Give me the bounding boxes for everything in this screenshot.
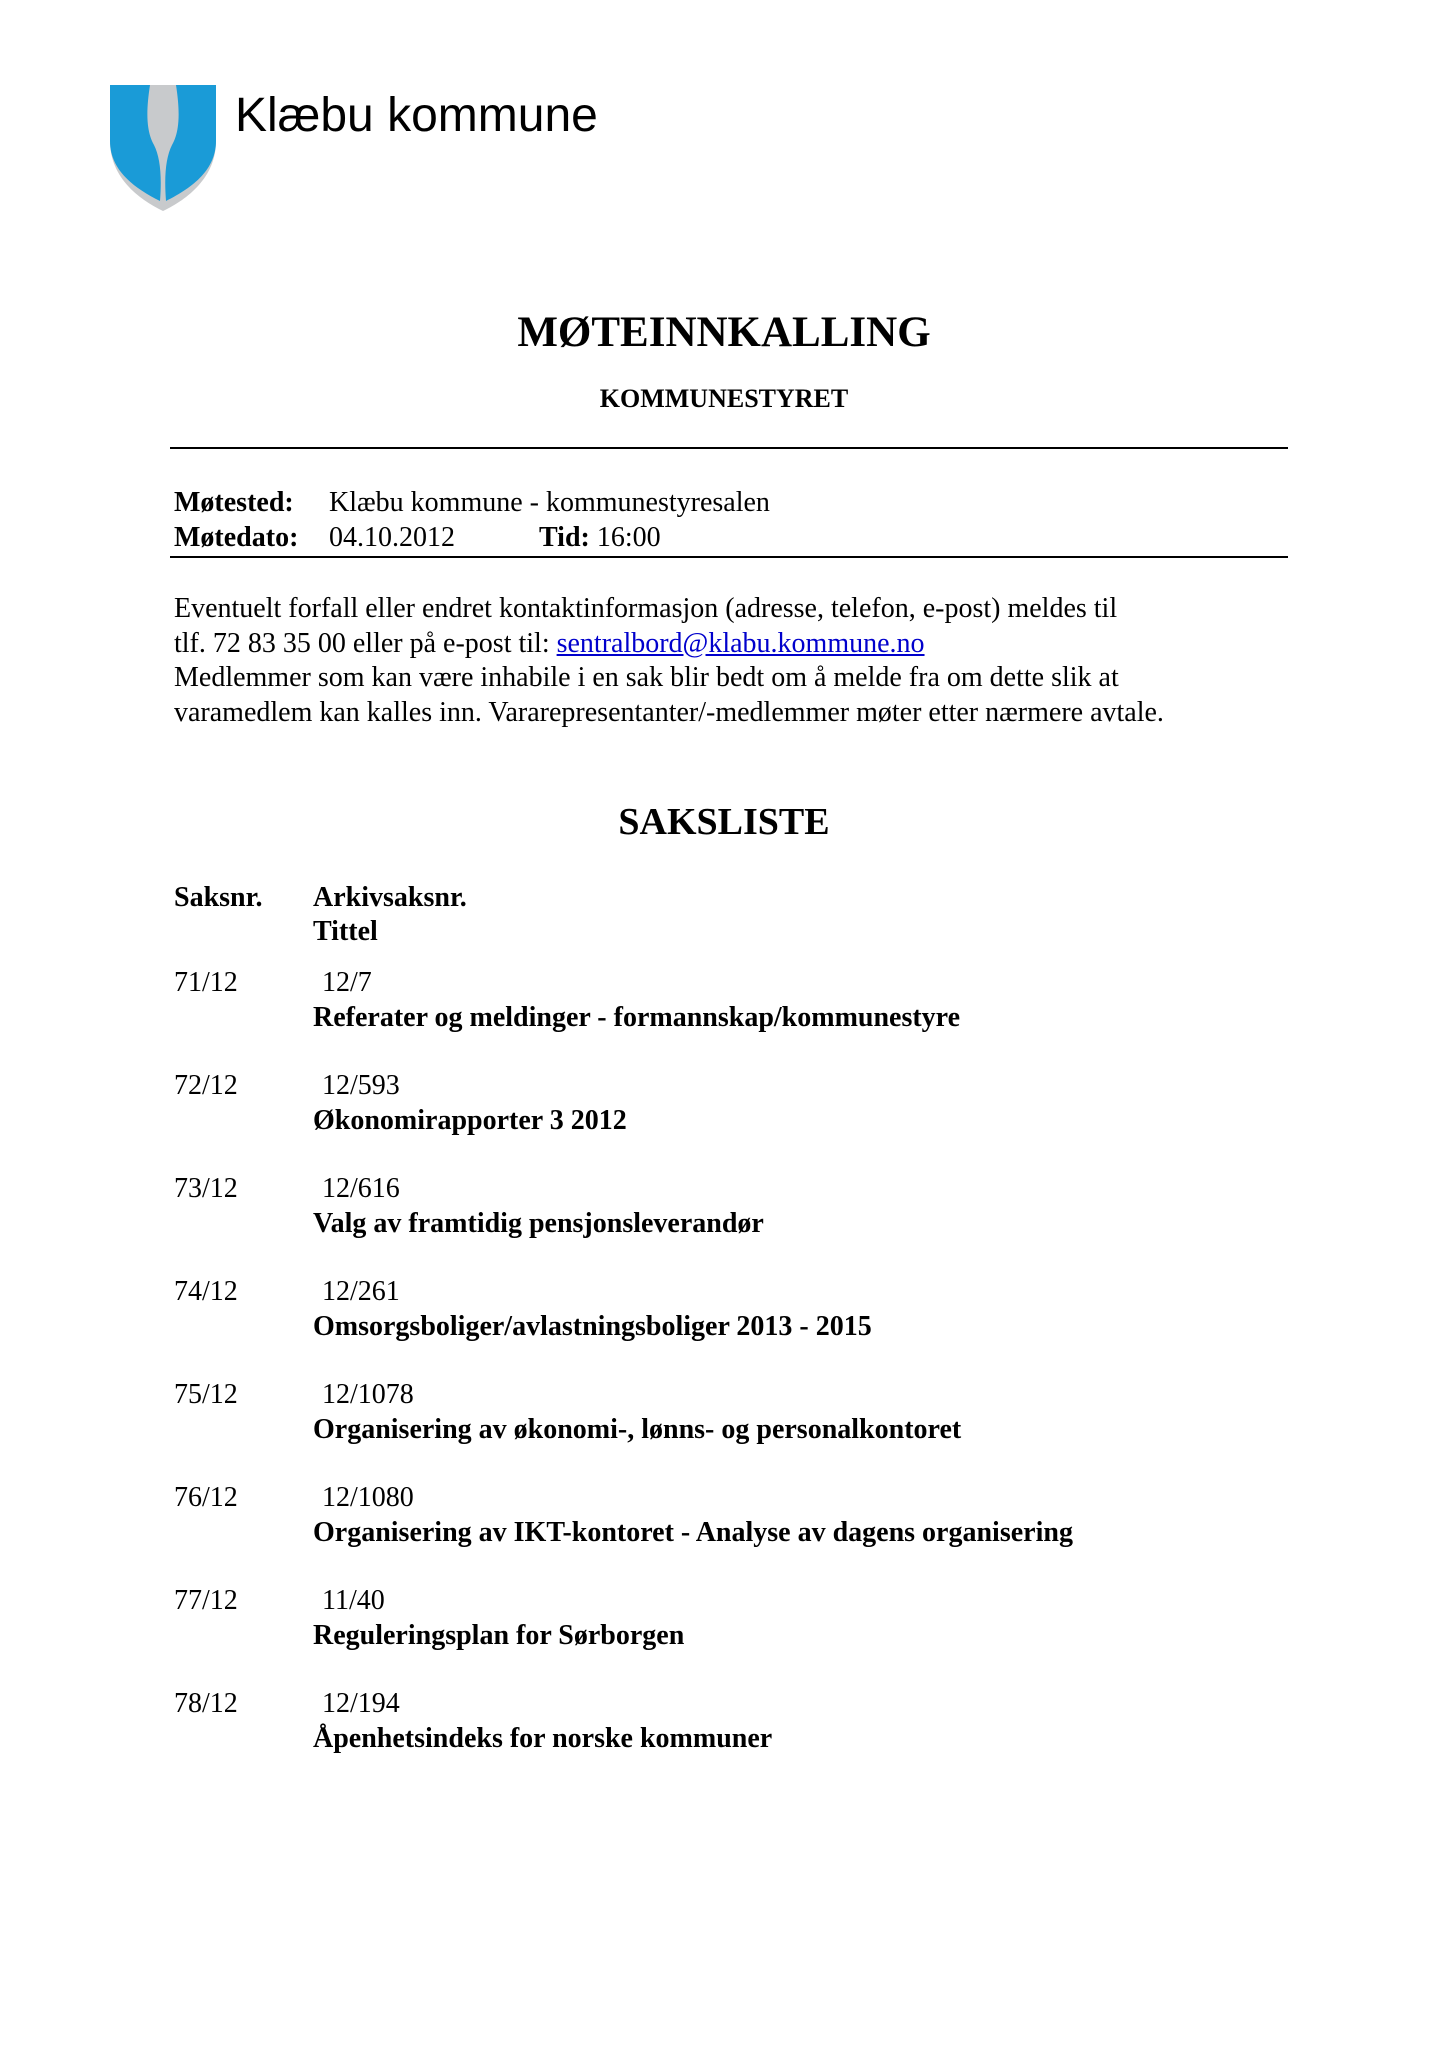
case-title: Referater og meldinger - formannskap/kommunestyre [313, 1002, 961, 1033]
case-title: Valg av framtidig pensjonsleverandør [313, 1208, 764, 1239]
case-number: 73/12 [174, 1173, 238, 1204]
column-header-tittel: Tittel [313, 916, 378, 947]
notice-line: varamedlem kan kalles inn. Vararepresentanter/-medlemmer møter etter nærmere avtale. [174, 696, 1164, 728]
case-title: Organisering av IKT-kontoret - Analyse av dagens organisering [313, 1517, 1073, 1548]
agenda-item [0, 1379, 1448, 1459]
notice-line: Eventuelt forfall eller endret kontaktinformasjon (adresse, telefon, e-post) meldes til [174, 593, 1118, 624]
notice-line: Medlemmer som kan være inhabile i en sak blir bedt om å melde fra om dette slik at [174, 662, 1119, 693]
archive-number: 12/1078 [322, 1379, 414, 1410]
divider-bottom [170, 556, 1288, 558]
email-link[interactable]: sentralbord@klabu.kommune.no [556, 627, 925, 659]
case-number: 76/12 [174, 1482, 238, 1513]
agenda-item [0, 1482, 1448, 1562]
agenda-item [0, 1688, 1448, 1768]
meeting-time-label: Tid: [539, 522, 590, 553]
coat-of-arms-icon [110, 85, 216, 213]
agenda-item [0, 1173, 1448, 1253]
case-number: 75/12 [174, 1379, 238, 1410]
document-subtitle: KOMMUNESTYRET [599, 384, 849, 413]
archive-number: 12/593 [322, 1070, 400, 1101]
agenda-item [0, 1585, 1448, 1665]
agenda-item [0, 967, 1448, 1047]
meeting-date-row [174, 522, 661, 554]
archive-number: 12/194 [322, 1688, 400, 1719]
agenda-item [0, 1070, 1448, 1150]
case-number: 71/12 [174, 967, 238, 998]
column-header-saksnr: Saksnr. [174, 882, 263, 913]
case-number: 72/12 [174, 1070, 238, 1101]
document-title: MØTEINNKALLING [517, 309, 931, 356]
meeting-place-label: Møtested: [174, 487, 294, 518]
meeting-date-label: Møtedato: [174, 522, 299, 553]
column-header-arkivsaksnr: Arkivsaksnr. [313, 882, 467, 913]
meeting-place-row [174, 487, 770, 519]
notice-phone-text: tlf. 72 83 35 00 eller på e-post til: [174, 627, 557, 659]
case-title: Økonomirapporter 3 2012 [313, 1105, 627, 1136]
meeting-date-value: 04.10.2012 [329, 522, 455, 553]
case-title: Reguleringsplan for Sørborgen [313, 1620, 685, 1651]
archive-number: 12/7 [322, 967, 372, 998]
archive-number: 12/261 [322, 1276, 400, 1307]
agenda-heading: SAKSLISTE [618, 801, 830, 843]
archive-number: 12/1080 [322, 1482, 414, 1513]
case-title: Åpenhetsindeks for norske kommuner [313, 1723, 773, 1754]
agenda-item [0, 1276, 1448, 1356]
notice-line-contact [174, 627, 1284, 662]
case-number: 77/12 [174, 1585, 238, 1616]
divider-top [170, 447, 1288, 449]
meeting-time-value: 16:00 [596, 522, 661, 553]
organization-name: Klæbu kommune [235, 89, 598, 142]
case-number: 78/12 [174, 1688, 238, 1719]
case-number: 74/12 [174, 1276, 238, 1307]
case-title: Omsorgsboliger/avlastningsboliger 2013 - 2015 [313, 1311, 872, 1342]
notice-paragraph [174, 592, 1284, 730]
archive-number: 11/40 [322, 1585, 385, 1616]
case-title: Organisering av økonomi-, lønns- og personalkontoret [313, 1414, 962, 1445]
archive-number: 12/616 [322, 1173, 400, 1204]
meeting-place-value: Klæbu kommune - kommunestyresalen [329, 487, 770, 518]
